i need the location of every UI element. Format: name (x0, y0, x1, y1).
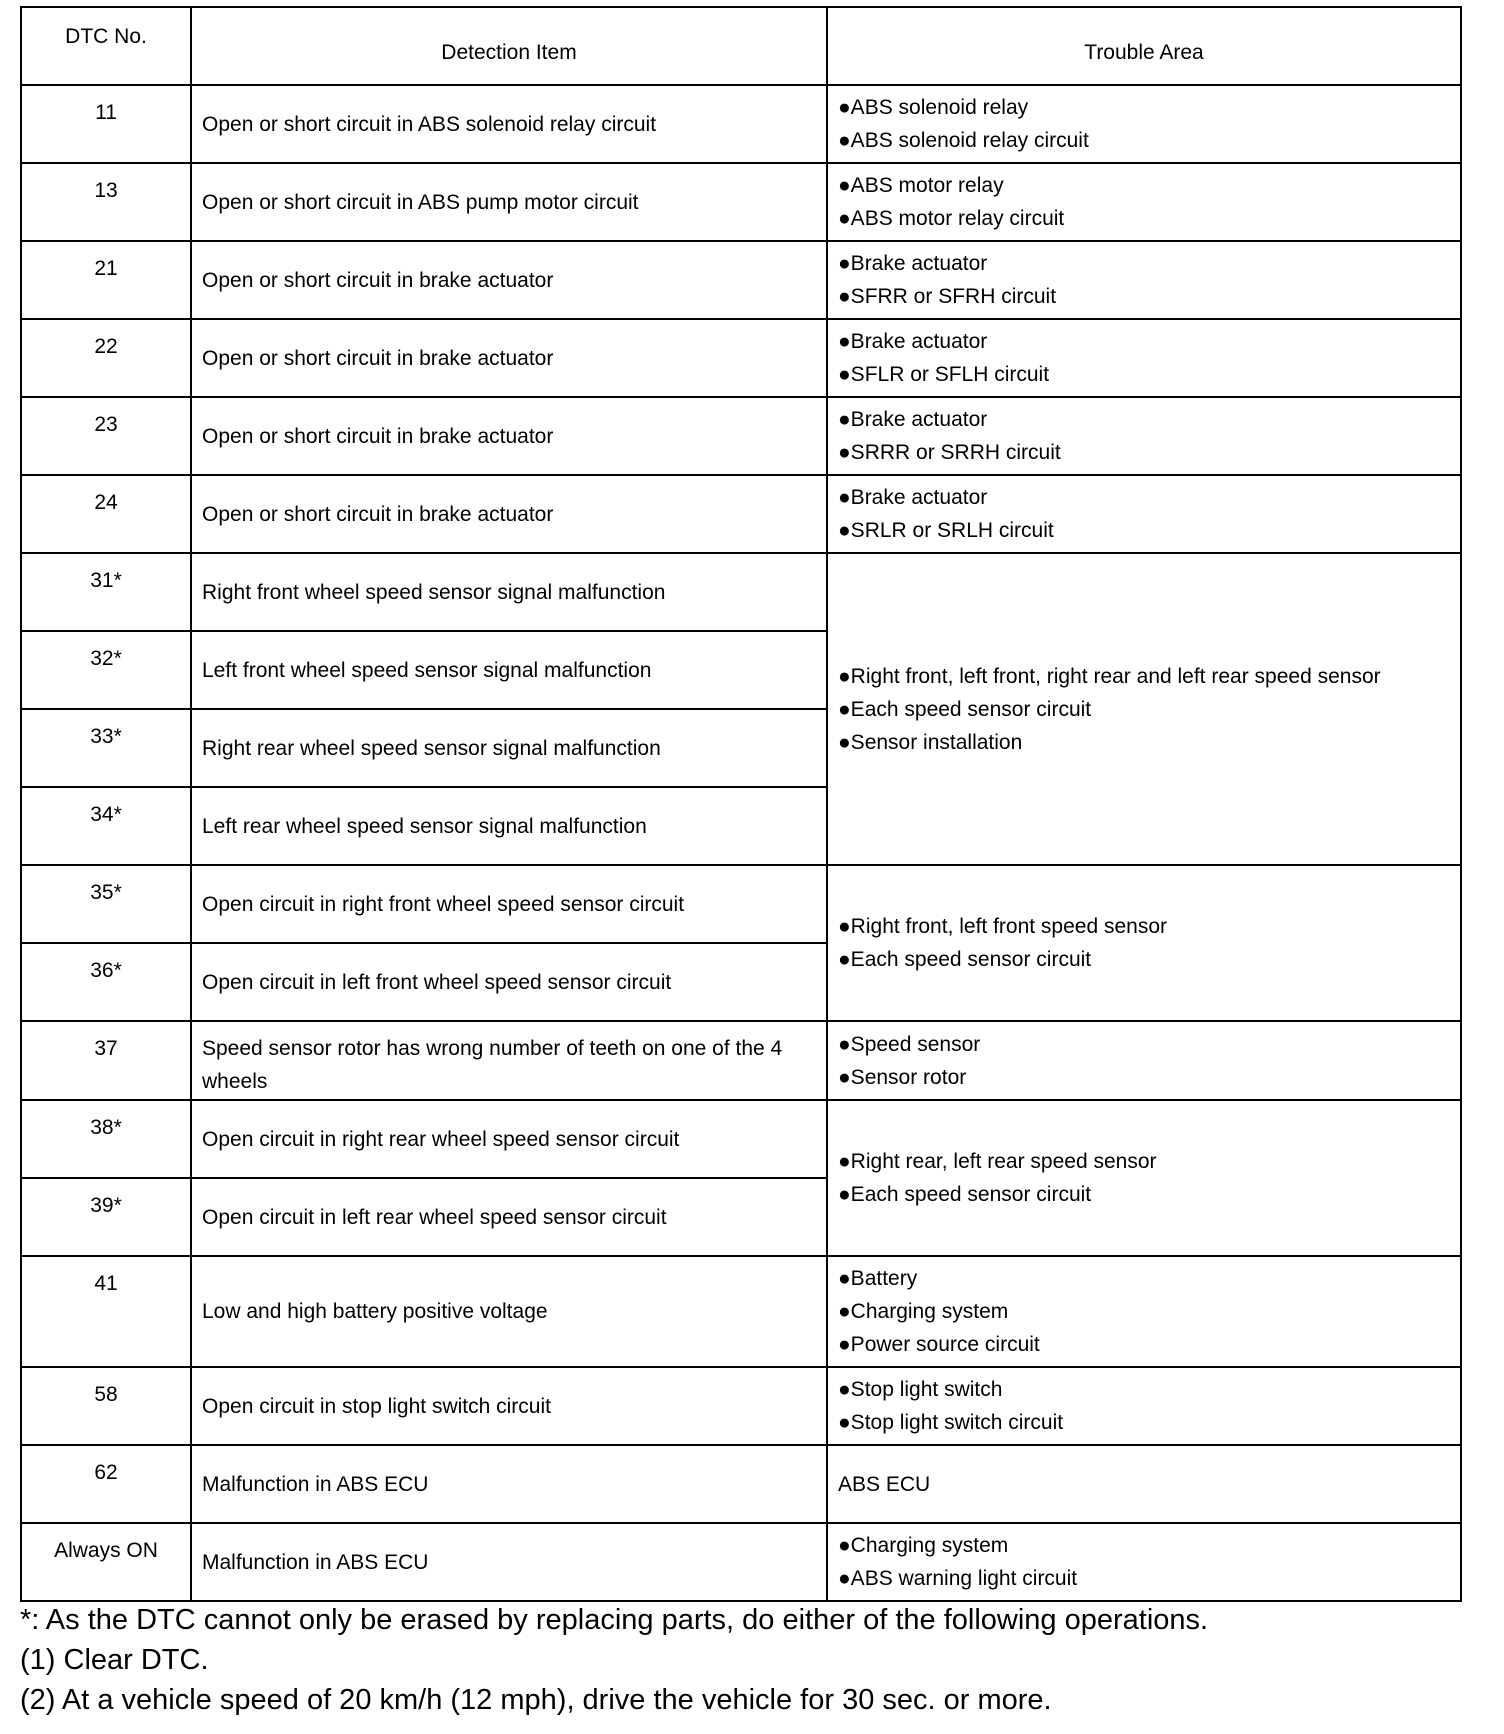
footnote-step-2: (2) At a vehicle speed of 20 km/h (12 mph), drive the vehicle for 30 sec. or more. (20, 1684, 1052, 1716)
trouble-area (827, 1523, 1461, 1601)
dtc-code: 31* (21, 553, 191, 631)
trouble-area-line: ●Right front, left front speed sensor (838, 915, 1168, 938)
detection-item: Open circuit in right rear wheel speed sensor circuit (191, 1100, 827, 1178)
trouble-area-line: ●ABS motor relay circuit (838, 207, 1065, 230)
trouble-area-line: ●SRRR or SRRH circuit (838, 441, 1061, 464)
trouble-area-line: ●Charging system (838, 1534, 1009, 1557)
trouble-area (827, 1445, 1461, 1523)
trouble-area-line: ●Brake actuator (838, 486, 988, 509)
detection-item: Open or short circuit in brake actuator (191, 475, 827, 553)
detection-item: Low and high battery positive voltage (191, 1256, 827, 1367)
table-row (21, 85, 1461, 163)
detection-item: Malfunction in ABS ECU (191, 1523, 827, 1601)
dtc-table (20, 6, 1462, 1602)
detection-item: Speed sensor rotor has wrong number of teeth on one of the 4 wheels (191, 1021, 827, 1100)
trouble-area-line: ●ABS solenoid relay circuit (838, 129, 1089, 152)
table-row (21, 241, 1461, 319)
trouble-area-line: ●Brake actuator (838, 408, 988, 431)
detection-item: Open or short circuit in brake actuator (191, 319, 827, 397)
detection-item: Left rear wheel speed sensor signal malfunction (191, 787, 827, 865)
trouble-area-merged (827, 865, 1461, 1021)
trouble-area-line: ●SRLR or SRLH circuit (838, 519, 1054, 542)
trouble-area-line: ●SFLR or SFLH circuit (838, 363, 1050, 386)
dtc-code: 21 (21, 241, 191, 319)
table-row (21, 1523, 1461, 1601)
detection-item: Open circuit in left front wheel speed sensor circuit (191, 943, 827, 1021)
detection-item: Open or short circuit in brake actuator (191, 241, 827, 319)
trouble-area-line: ●Stop light switch (838, 1378, 1003, 1401)
table-row (21, 1100, 1461, 1178)
dtc-code: 24 (21, 475, 191, 553)
trouble-area (827, 1021, 1461, 1100)
trouble-area-line: ●Right front, left front, right rear and left rear speed sensor (838, 664, 1381, 688)
trouble-area (827, 319, 1461, 397)
dtc-code: 13 (21, 163, 191, 241)
header-trouble-area: Trouble Area (827, 7, 1461, 85)
dtc-code: 36* (21, 943, 191, 1021)
table-row (21, 319, 1461, 397)
trouble-area-line: ●Each speed sensor circuit (838, 1183, 1092, 1206)
trouble-area-line: ●Charging system (838, 1300, 1009, 1323)
dtc-code: 35* (21, 865, 191, 943)
trouble-area (827, 241, 1461, 319)
trouble-area-line: ●Brake actuator (838, 330, 988, 353)
header-detection-item: Detection Item (191, 7, 827, 85)
table-row (21, 553, 1461, 631)
trouble-area-merged (827, 553, 1461, 865)
header-dtc-no: DTC No. (21, 7, 191, 85)
dtc-code: 41 (21, 1256, 191, 1367)
detection-item: Open circuit in stop light switch circuit (191, 1367, 827, 1445)
trouble-area-line: ●Right rear, left rear speed sensor (838, 1150, 1157, 1173)
dtc-code: Always ON (21, 1523, 191, 1601)
trouble-area (827, 397, 1461, 475)
trouble-area-line: ●Brake actuator (838, 252, 988, 275)
trouble-area-line: ●Sensor rotor (838, 1065, 967, 1089)
trouble-area (827, 1367, 1461, 1445)
trouble-area-line: ABS ECU (838, 1472, 931, 1496)
trouble-area-line: ●ABS warning light circuit (838, 1567, 1078, 1590)
dtc-code: 23 (21, 397, 191, 475)
trouble-area (827, 85, 1461, 163)
trouble-area-line: ●Each speed sensor circuit (838, 948, 1092, 971)
table-row (21, 163, 1461, 241)
table-row (21, 1021, 1461, 1100)
trouble-area-line: ●Sensor installation (838, 730, 1023, 754)
detection-item: Open or short circuit in ABS solenoid relay circuit (191, 85, 827, 163)
table-row (21, 1256, 1461, 1367)
trouble-area-line: ●Stop light switch circuit (838, 1411, 1064, 1434)
dtc-code: 38* (21, 1100, 191, 1178)
dtc-code: 34* (21, 787, 191, 865)
detection-item: Right rear wheel speed sensor signal malfunction (191, 709, 827, 787)
detection-item: Open or short circuit in ABS pump motor circuit (191, 163, 827, 241)
detection-item: Right front wheel speed sensor signal malfunction (191, 553, 827, 631)
detection-item: Open or short circuit in brake actuator (191, 397, 827, 475)
trouble-area-line: ●ABS solenoid relay (838, 96, 1029, 119)
trouble-area-line: ●ABS motor relay (838, 174, 1004, 197)
trouble-area (827, 163, 1461, 241)
dtc-code: 22 (21, 319, 191, 397)
table-row (21, 1445, 1461, 1523)
dtc-code: 11 (21, 85, 191, 163)
detection-item: Left front wheel speed sensor signal malfunction (191, 631, 827, 709)
trouble-area (827, 475, 1461, 553)
dtc-code: 62 (21, 1445, 191, 1523)
table-row (21, 865, 1461, 943)
footnote-asterisk: *: As the DTC cannot only be erased by replacing parts, do either of the following operations. (20, 1604, 1209, 1636)
table-row (21, 1367, 1461, 1445)
trouble-area-line: ●Power source circuit (838, 1333, 1040, 1356)
trouble-area-merged (827, 1100, 1461, 1256)
footnote-step-1: (1) Clear DTC. (20, 1644, 209, 1676)
detection-item: Malfunction in ABS ECU (191, 1445, 827, 1523)
dtc-code: 33* (21, 709, 191, 787)
trouble-area-line: ●SFRR or SFRH circuit (838, 285, 1057, 308)
trouble-area (827, 1256, 1461, 1367)
detection-item: Open circuit in right front wheel speed sensor circuit (191, 865, 827, 943)
detection-item: Open circuit in left rear wheel speed sensor circuit (191, 1178, 827, 1256)
trouble-area-line: ●Battery (838, 1267, 918, 1290)
trouble-area-line: ●Speed sensor (838, 1032, 981, 1056)
table-row (21, 475, 1461, 553)
dtc-code: 58 (21, 1367, 191, 1445)
table-row (21, 397, 1461, 475)
table-header-row (21, 7, 1461, 85)
dtc-code: 37 (21, 1021, 191, 1100)
trouble-area-line: ●Each speed sensor circuit (838, 697, 1092, 721)
dtc-code: 32* (21, 631, 191, 709)
dtc-code: 39* (21, 1178, 191, 1256)
